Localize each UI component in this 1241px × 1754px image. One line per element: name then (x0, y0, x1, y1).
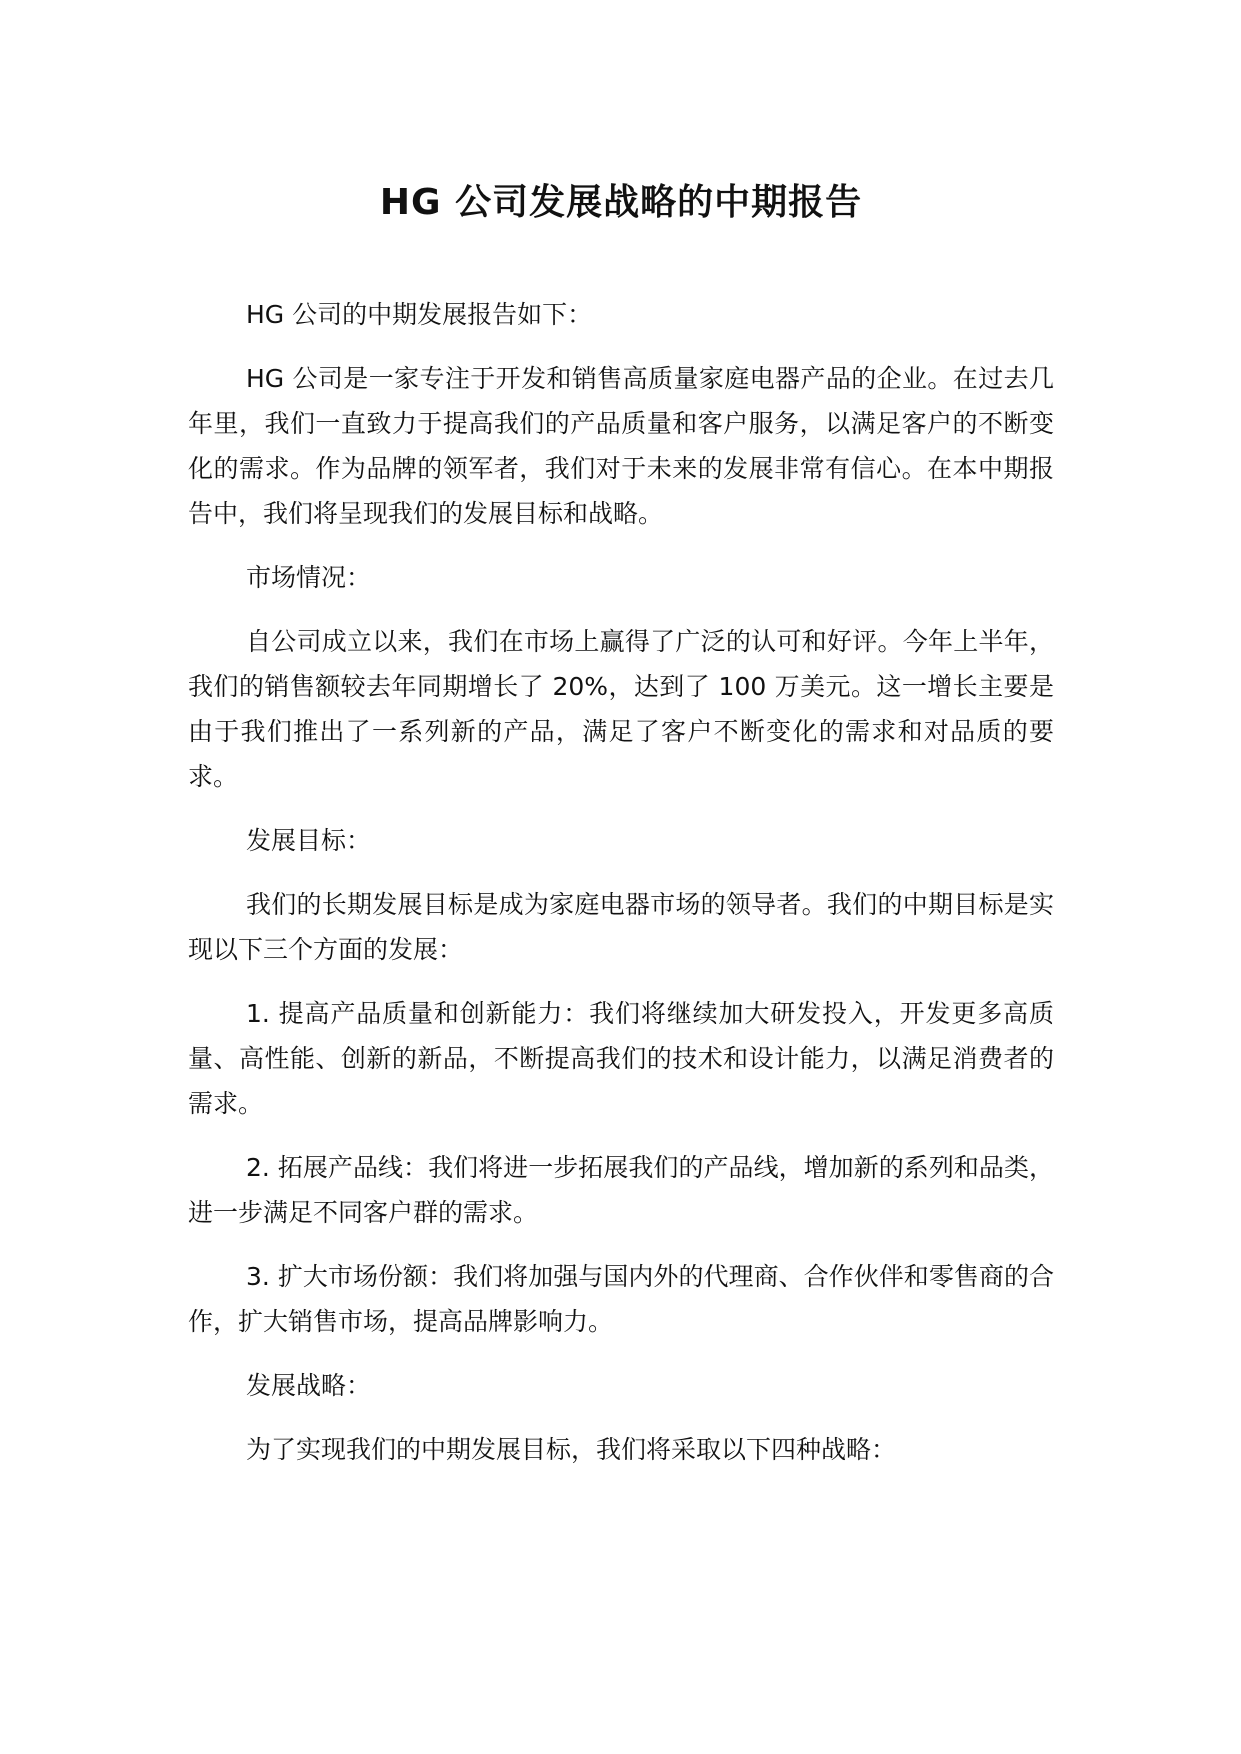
market-situation-heading: 市场情况： (246, 563, 372, 592)
development-strategy-paragraph: 为了实现我们的中期发展目标，我们将采取以下四种战略： (246, 1435, 897, 1464)
development-goals-heading: 发展目标： (246, 826, 372, 855)
goal-item-3: 3. 扩大市场份额：我们将加强与国内外的代理商、合作伙伴和零售商的合作，扩大销售市场，提高品牌影响力。 (188, 1262, 1054, 1336)
development-strategy-heading: 发展战略： (246, 1371, 372, 1400)
document-body (188, 292, 1054, 1491)
goal-item-1: 1. 提高产品质量和创新能力：我们将继续加大研发投入，开发更多高质量、高性能、创新的新品，不断提高我们的技术和设计能力，以满足消费者的需求。 (188, 999, 1054, 1118)
market-situation-paragraph: 自公司成立以来，我们在市场上赢得了广泛的认可和好评。今年上半年，我们的销售额较去年同期增长了 20%，达到了 100 万美元。这一增长主要是由于我们推出了一系列新的产品，满足了客户不断变化的需求和对品质的要求。 (188, 627, 1054, 791)
intro-paragraph: HG 公司的中期发展报告如下： (246, 300, 593, 329)
development-goals-paragraph: 我们的长期发展目标是成为家庭电器市场的领导者。我们的中期目标是实现以下三个方面的发展： (188, 890, 1054, 964)
company-overview-paragraph: HG 公司是一家专注于开发和销售高质量家庭电器产品的企业。在过去几年里，我们一直致力于提高我们的产品质量和客户服务，以满足客户的不断变化的需求。作为品牌的领军者，我们对于未来的发展非常有信心。在本中期报告中，我们将呈现我们的发展目标和战略。 (188, 364, 1054, 528)
document-title: HG 公司发展战略的中期报告 (379, 182, 863, 223)
goal-item-2: 2. 拓展产品线：我们将进一步拓展我们的产品线，增加新的系列和品类，进一步满足不同客户群的需求。 (188, 1153, 1054, 1227)
